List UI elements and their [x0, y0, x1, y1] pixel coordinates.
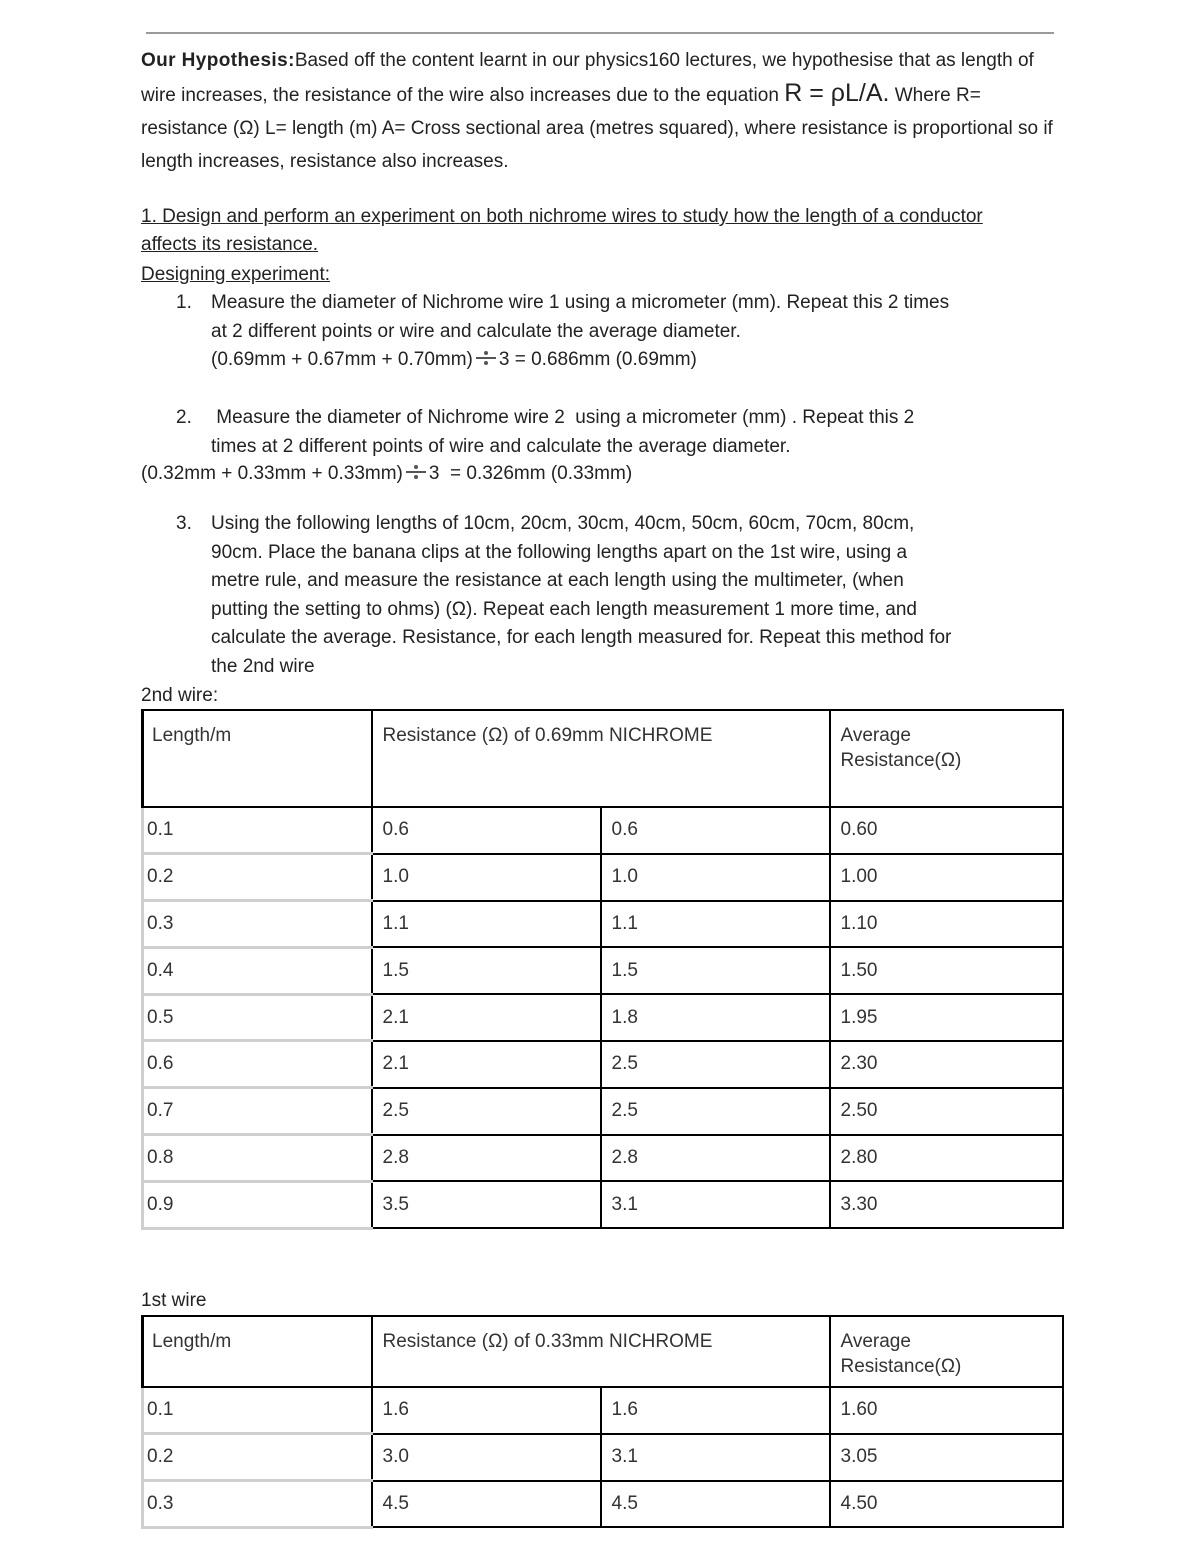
- cell-average: 4.50: [830, 1481, 1063, 1528]
- table-row: [143, 901, 1063, 948]
- cell-resistance-trial-2: 3.1: [601, 1434, 830, 1481]
- cell-resistance-trial-1: 1.0: [372, 854, 601, 901]
- cell-length: 0.8: [143, 1135, 372, 1182]
- cell-average: 1.95: [830, 994, 1063, 1041]
- hypothesis-text: Based off the content learnt in our physics160 lectures, we hypothesise that as length of wire increases, the resistance of the wire also increases due to the equation: [141, 50, 1034, 106]
- header-resistance: Resistance (Ω) of 0.69mm NICHROME: [372, 710, 830, 807]
- cell-average: 0.60: [830, 807, 1063, 854]
- step-text: [211, 289, 1071, 346]
- table-row: [143, 1434, 1063, 1481]
- header-length: Length/m: [143, 1316, 372, 1387]
- cell-length: 0.1: [143, 807, 372, 854]
- step-number: 3.: [176, 513, 192, 534]
- cell-length: 0.7: [143, 1088, 372, 1135]
- cell-average: 1.00: [830, 854, 1063, 901]
- cell-resistance-trial-2: 1.5: [601, 947, 830, 994]
- cell-resistance-trial-1: 2.5: [372, 1088, 601, 1135]
- cell-resistance-trial-2: 1.1: [601, 901, 830, 948]
- header-length: Length/m: [143, 710, 372, 807]
- calc-sum: (0.32mm + 0.33mm + 0.33mm): [141, 463, 403, 484]
- cell-average: 1.60: [830, 1387, 1063, 1434]
- header-average-line2: Resistance(Ω): [840, 1356, 962, 1377]
- cell-average: 3.05: [830, 1434, 1063, 1481]
- hypothesis-label: Our Hypothesis:: [141, 50, 295, 71]
- table-label-2nd-wire: 2nd wire:: [141, 685, 219, 706]
- cell-average: 2.50: [830, 1088, 1063, 1135]
- step-line: Measure the diameter of Nichrome wire 1 using a micrometer (mm). Repeat this 2 times: [211, 292, 950, 313]
- cell-resistance-trial-1: 2.1: [372, 1041, 601, 1088]
- cell-length: 0.2: [143, 854, 372, 901]
- table-row: [143, 947, 1063, 994]
- header-average: [830, 710, 1063, 807]
- calc-result: 3 = 0.326mm (0.33mm): [428, 463, 633, 484]
- division-icon: [476, 350, 496, 366]
- hypothesis-equation: R = ρL/A.: [784, 79, 890, 107]
- step-line: Using the following lengths of 10cm, 20cm, 30cm, 40cm, 50cm, 60cm, 70cm, 80cm,: [211, 513, 915, 534]
- cell-resistance-trial-2: 1.0: [601, 854, 830, 901]
- cell-average: 1.10: [830, 901, 1063, 948]
- cell-average: 3.30: [830, 1181, 1063, 1228]
- cell-resistance-trial-2: 1.8: [601, 994, 830, 1041]
- cell-average: 1.50: [830, 947, 1063, 994]
- table-row: [143, 1088, 1063, 1135]
- cell-resistance-trial-2: 2.5: [601, 1041, 830, 1088]
- step-text: [211, 404, 1071, 461]
- table-row: [143, 854, 1063, 901]
- table-row: [143, 1135, 1063, 1182]
- step-text: [211, 510, 1081, 681]
- cell-resistance-trial-1: 0.6: [372, 807, 601, 854]
- cell-length: 0.1: [143, 1387, 372, 1434]
- cell-resistance-trial-2: 2.8: [601, 1135, 830, 1182]
- step-number: 1.: [176, 292, 192, 313]
- calculation-2: [141, 460, 632, 488]
- division-icon: [406, 464, 426, 480]
- cell-resistance-trial-2: 2.5: [601, 1088, 830, 1135]
- step-line: metre rule, and measure the resistance at each length using the multimeter, (when: [211, 570, 904, 591]
- cell-resistance-trial-1: 3.0: [372, 1434, 601, 1481]
- table-label-1st-wire: 1st wire: [141, 1290, 207, 1311]
- header-average-line2: Resistance(Ω): [840, 750, 962, 771]
- step-number: 2.: [176, 407, 192, 428]
- table-row: [143, 1481, 1063, 1528]
- cell-resistance-trial-1: 1.6: [372, 1387, 601, 1434]
- step-line: the 2nd wire: [211, 655, 315, 677]
- cell-resistance-trial-1: 1.1: [372, 901, 601, 948]
- cell-length: 0.9: [143, 1181, 372, 1228]
- cell-resistance-trial-1: 2.8: [372, 1135, 601, 1182]
- cell-resistance-trial-2: 1.6: [601, 1387, 830, 1434]
- table-row: [143, 1181, 1063, 1228]
- table-row: [143, 807, 1063, 854]
- cell-length: 0.2: [143, 1434, 372, 1481]
- resistance-table-033mm: [141, 1315, 1064, 1529]
- table-row: [143, 1041, 1063, 1088]
- step-line: 90cm. Place the banana clips at the following lengths apart on the 1st wire, using a: [211, 541, 908, 563]
- cell-resistance-trial-1: 2.1: [372, 994, 601, 1041]
- cell-average: 2.80: [830, 1135, 1063, 1182]
- table-header-row: [143, 1316, 1063, 1387]
- step-line: at 2 different points or wire and calculate the average diameter.: [211, 320, 741, 342]
- cell-average: 2.30: [830, 1041, 1063, 1088]
- step-line: Measure the diameter of Nichrome wire 2 using a micrometer (mm) . Repeat this 2: [211, 407, 915, 428]
- calc-result: 3 = 0.686mm (0.69mm): [498, 349, 697, 370]
- cell-length: 0.4: [143, 947, 372, 994]
- cell-resistance-trial-2: 0.6: [601, 807, 830, 854]
- header-resistance: Resistance (Ω) of 0.33mm NICHROME: [372, 1316, 830, 1387]
- hypothesis-text-cont: Where R= resistance (Ω) L= length (m) A= Cross sectional area (metres squared), where resistance is proportional so if length increases, resistance also increases.: [141, 85, 1053, 172]
- cell-resistance-trial-1: 3.5: [372, 1181, 601, 1228]
- table-header-row: [143, 710, 1063, 807]
- cell-length: 0.3: [143, 1481, 372, 1528]
- task-heading: 1. Design and perform an experiment on both nichrome wires to study how the length of a conductor affects its resistance.: [141, 206, 983, 255]
- cell-length: 0.5: [143, 994, 372, 1041]
- design-heading: Designing experiment:: [141, 264, 331, 285]
- cell-length: 0.6: [143, 1041, 372, 1088]
- header-average-line1: Average: [840, 1331, 911, 1352]
- step-line: calculate the average. Resistance, for each length measured for. Repeat this method for: [211, 627, 952, 648]
- step-line: times at 2 different points of wire and calculate the average diameter.: [211, 435, 791, 457]
- calculation-1: [211, 346, 697, 374]
- top-rule: [146, 32, 1054, 34]
- calc-sum: (0.69mm + 0.67mm + 0.70mm): [211, 349, 473, 370]
- header-average: [830, 1316, 1063, 1387]
- table-row: [143, 994, 1063, 1041]
- cell-resistance-trial-2: 4.5: [601, 1481, 830, 1528]
- hypothesis-paragraph: [141, 44, 1066, 178]
- cell-resistance-trial-1: 1.5: [372, 947, 601, 994]
- step-line: putting the setting to ohms) (Ω). Repeat each length measurement 1 more time, and: [211, 598, 917, 620]
- cell-length: 0.3: [143, 901, 372, 948]
- header-average-line1: Average: [840, 725, 911, 746]
- resistance-table-069mm: [141, 709, 1064, 1230]
- cell-resistance-trial-2: 3.1: [601, 1181, 830, 1228]
- table-row: [143, 1387, 1063, 1434]
- cell-resistance-trial-1: 4.5: [372, 1481, 601, 1528]
